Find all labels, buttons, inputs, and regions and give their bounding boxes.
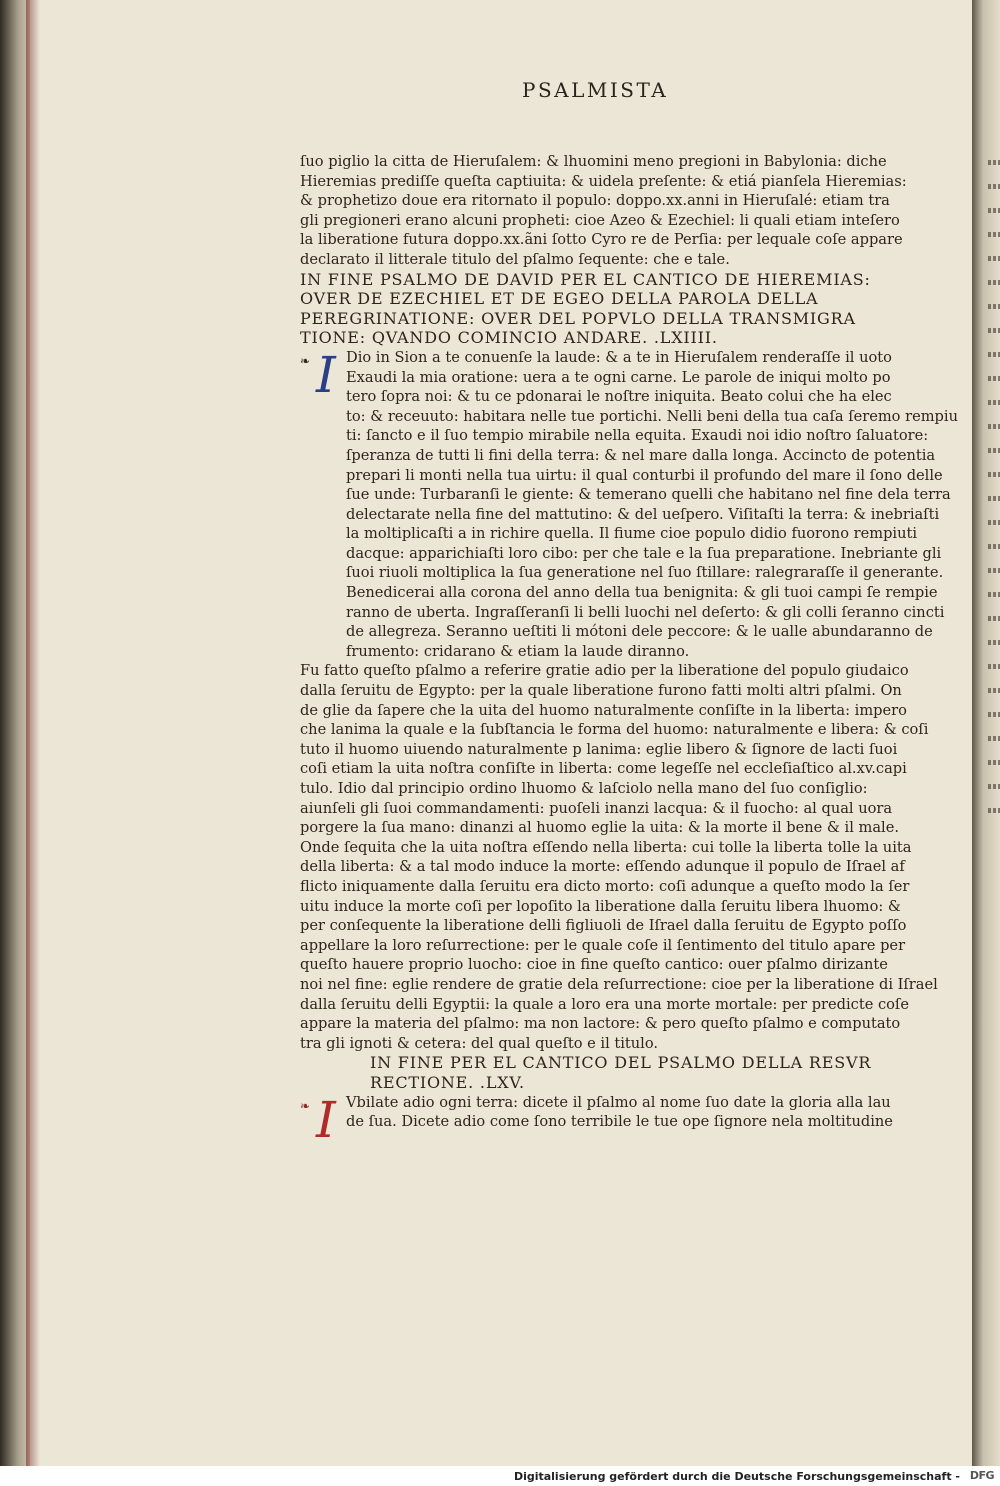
facing-page-text-mark — [988, 520, 1000, 525]
text-line: appellare la loro reſurrectione: per le quale coſe il ſentimento del titulo apare per — [300, 936, 906, 954]
facing-page-text-mark — [988, 280, 1000, 285]
psalm-64-paragraph — [300, 345, 958, 662]
facing-page-text-mark — [988, 400, 1000, 405]
text-line: de allegreza. Seranno ueſtiti li mótoni dele peccore: & le ualle abundaranno de — [346, 623, 933, 641]
commentary-text — [300, 661, 938, 1053]
facing-page-text-mark — [988, 160, 1000, 165]
facing-page-text-fragments — [988, 160, 1000, 860]
psalm-65-paragraph — [300, 1090, 893, 1149]
text-line: Benedicerai alla corona del anno della tua benignita: & gli tuoi campi ſe rempie — [346, 584, 938, 602]
intro-text — [300, 152, 907, 270]
text-line: per conſequente la liberatione delli figliuoli de Iſrael dalla ſeruitu de Egypto poſſo — [300, 917, 907, 935]
text-line: ti: ſancto e il ſuo tempio mirabile nella equita. Exaudi noi idio noſtro ſaluatore: — [346, 427, 929, 445]
facing-page-text-mark — [988, 784, 1000, 789]
text-line: noi nel fine: eglie rendere de gratie dela reſurrectione: cioe per la liberatione di Iſrael — [300, 975, 938, 993]
text-line: tulo. Idio dal principio ordino lhuomo & laſciolo nella mano del ſuo conſiglio: — [300, 780, 868, 797]
paragraph-mark-icon: ❧ — [300, 1098, 311, 1113]
text-line: ſuo piglio la citta de Hieruſalem: & lhuomini meno pregioni in Babylonia: diche — [300, 153, 887, 170]
footer-credit: Digitalisierung gefördert durch die Deutsche Forschungsgemeinschaft - — [513, 1470, 960, 1483]
text-line: uitu induce la morte coſi per lopoſito la liberatione dalla ſeruitu libera lhuomo: & — [300, 897, 901, 915]
facing-page-text-mark — [988, 664, 1000, 669]
title-line: IN FINE PER EL CANTICO DEL PSALMO DELLA RESVR — [370, 1053, 872, 1073]
text-line: tero ſopra noi: & tu ce pdonarai le noſtre iniquita. Beato colui che ha elec — [346, 388, 892, 406]
dfg-logo: DFG — [969, 1469, 994, 1482]
text-line: frumento: cridarano & etiam la laude diranno. — [346, 642, 690, 660]
facing-page-text-mark — [988, 568, 1000, 573]
facing-page-text-mark — [988, 232, 1000, 237]
text-line: Onde ſequita che la uita noſtra eſſendo nella liberta: cui tolle la liberta tolle la uita — [300, 838, 912, 856]
facing-page-text-mark — [988, 472, 1000, 477]
title-line: IN FINE PSALMO DE DAVID PER EL CANTICO DE HIEREMIAS: — [300, 269, 871, 289]
facing-page-text-mark — [988, 448, 1000, 453]
text-line: Hieremias prediſſe queſta captiuita: & uidela preſente: & etiá pianſela Hieremias: — [300, 172, 907, 190]
text-line: prepari li monti nella tua uirtu: il qual conturbi il profundo del mare il ſono delle — [346, 466, 943, 484]
facing-page-text-mark — [988, 256, 1000, 261]
text-line: ſuoi riuoli moltiplica la ſua generatione nel ſuo ſtillare: ralegraraſſe il generante. — [346, 564, 944, 582]
facing-page-text-mark — [988, 736, 1000, 741]
facing-page-text-mark — [988, 304, 1000, 309]
text-line: la moltiplicaſti a in richire quella. Il fiume cioe populo didio fuorono rempiuti — [346, 525, 918, 543]
facing-page-text-mark — [988, 808, 1000, 813]
page-body — [300, 152, 958, 1149]
title-line: PEREGRINATIONE: OVER DEL POPVLO DELLA TRANSMIGRA — [300, 308, 856, 328]
text-line: flicto iniquamente dalla ſeruitu era dicto morto: coſi adunque a queſto modo la ſer — [300, 877, 910, 895]
page-edge-shadow — [26, 0, 40, 1466]
facing-page-text-mark — [988, 616, 1000, 621]
text-line: ſperanza de tutti li fini della terra: & nel mare dalla longa. Accincto de potentia — [346, 446, 936, 464]
footer-bar — [0, 1466, 1000, 1486]
text-line: Exaudi la mia oratione: uera a te ogni carne. Le parole de iniqui molto po — [346, 368, 891, 386]
text-line: declarato il litterale titulo del pſalmo ſequente: che e tale. — [300, 250, 730, 268]
facing-page-text-mark — [988, 352, 1000, 357]
facing-page-text-mark — [988, 184, 1000, 189]
title-line: RECTIONE. .LXV. — [370, 1072, 525, 1092]
psalm-64-title — [300, 270, 890, 348]
facing-page-text-mark — [988, 688, 1000, 693]
text-line: ſue unde: Turbaranſi le giente: & temerano quelli che habitano nel fine dela terra — [346, 486, 951, 504]
text-line: dacque: apparichiaſti loro cibo: per che tale e la ſua preparatione. Inebriante gli — [346, 544, 942, 562]
text-line: queſto hauere proprio luocho: cioe in fine queſto cantico: ouer pſalmo dirizante — [300, 956, 888, 974]
text-line: dalla ſeruitu delli Egyptii: la quale a loro era una morte mortale: per predicte coſe — [300, 995, 909, 1013]
text-line: Fu fatto queſto pſalmo a referire gratie adio per la liberatione del populo giudaico — [300, 662, 909, 680]
running-head: PSALMISTA — [522, 78, 669, 102]
facing-page-text-mark — [988, 376, 1000, 381]
psalm-65-initial: I — [316, 1090, 336, 1149]
facing-page-text-mark — [988, 640, 1000, 645]
psalm-64-text — [346, 348, 958, 662]
facing-page-text-mark — [988, 712, 1000, 717]
title-line: OVER DE EZECHIEL ET DE EGEO DELLA PAROLA DELLA — [300, 289, 819, 309]
facing-page-text-mark — [988, 328, 1000, 333]
text-line: Vbilate adio ogni terra: dicete il pſalmo al nome ſuo date la gloria alla lau — [346, 1093, 891, 1111]
text-line: coſi etiam la uita noſtra conſiſte in liberta: come legeſſe nel eccleſiaſtico al.xv.capi — [300, 760, 907, 778]
text-line: porgere la ſua mano: dinanzi al huomo eglie la uita: & la morte il bene & il male. — [300, 819, 899, 837]
text-line: delectarate nella fine del mattutino: & del ueſpero. Viſitaſti la terra: & inebriaſti — [346, 505, 940, 523]
text-line: che lanima la quale e la ſubſtancia le forma del huomo: naturalmente e libera: & coſi — [300, 721, 929, 739]
facing-page-text-mark — [988, 424, 1000, 429]
text-line: la liberatione futura doppo.xx.ãni ſotto Cyro re de Perſia: per lequale coſe appare — [300, 231, 903, 249]
text-line: tra gli ignoti & cetera: del qual queſto e il titulo. — [300, 1034, 659, 1052]
facing-page-text-mark — [988, 592, 1000, 597]
text-line: Dio in Sion a te conuenſe la laude: & a te in Hieruſalem renderaſſe il uoto — [346, 348, 892, 366]
psalm-65-text — [346, 1093, 893, 1132]
text-line: & prophetizo doue era ritornato il populo: doppo.xx.anni in Hieruſalé: etiam tra — [300, 192, 890, 210]
paragraph-mark-icon: ❧ — [300, 353, 311, 368]
psalm-64-initial: I — [316, 345, 336, 404]
psalm-65-title — [300, 1053, 890, 1092]
facing-page-text-mark — [988, 760, 1000, 765]
facing-page-text-mark — [988, 496, 1000, 501]
text-line: de glie da ſapere che la uita del huomo naturalmente conſiſte in la liberta: impero — [300, 701, 907, 719]
text-line: appare la materia del pſalmo: ma non lactore: & pero queſto pſalmo e computato — [300, 1015, 901, 1033]
text-line: dalla ſeruitu de Egypto: per la quale liberatione furono fatti molti altri pſalmi. On — [300, 682, 902, 700]
text-line: to: & receuuto: habitara nelle tue portichi. Nelli beni della tua caſa ſeremo rempiu — [346, 407, 958, 425]
text-line: de ſua. Dicete adio come ſono terribile le tue ope ſignore nela moltitudine — [346, 1113, 893, 1131]
text-line: della liberta: & a tal modo induce la morte: eſſendo adunque il populo de Iſrael af — [300, 858, 905, 876]
text-line: gli pregioneri erano alcuni propheti: cioe Azeo & Ezechiel: li quali etiam inteſero — [300, 211, 900, 229]
text-line: tuto il huomo uiuendo naturalmente p lanima: eglie libero & ſignore de lacti ſuoi — [300, 740, 898, 758]
title-line: TIONE: QVANDO COMINCIO ANDARE. .LXIIII. — [300, 328, 718, 348]
text-line: ranno de uberta. Ingraſſeranſi li belli luochi nel deſerto: & gli colli ſeranno cincti — [346, 603, 945, 621]
facing-page-text-mark — [988, 544, 1000, 549]
facing-page-text-mark — [988, 208, 1000, 213]
text-line: aiunſeli gli ſuoi commandamenti: puoſeli inanzi lacqua: & il fuocho: al qual uora — [300, 799, 893, 817]
